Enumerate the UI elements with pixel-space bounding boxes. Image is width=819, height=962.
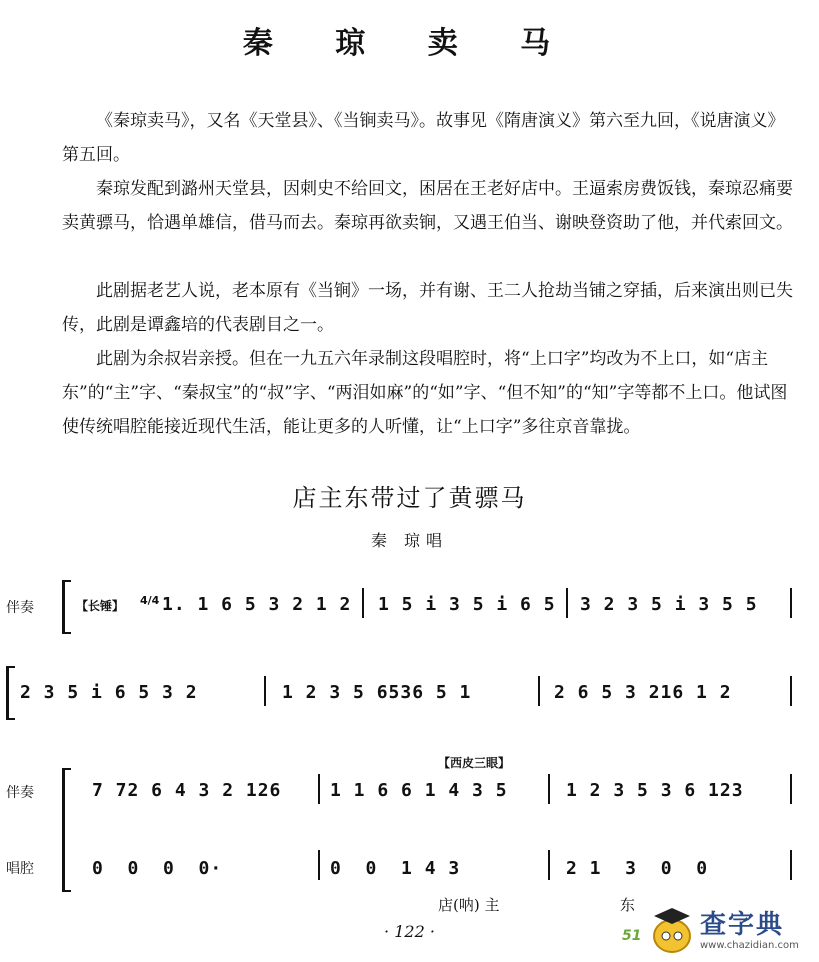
- intro-paragraph-4: 此剧为余叔岩亲授。但在一九五六年录制这段唱腔时，将“上口字”均改为不上口，如“店主东”的“主”字、“秦叔宝”的“叔”字、“两泪如麻”的“如”字、“但不知”的“知”字等都不上口。他试图使传统唱腔能接近现代生活，能让更多的人听懂，让“上口字”多往京音靠拢。: [62, 349, 788, 437]
- xipi-mark: 【西皮三眼】: [438, 756, 511, 770]
- page-title: 秦 琼 卖 马: [242, 26, 577, 61]
- song-title: 店主东带过了黄骠马: [292, 484, 527, 512]
- line2-measure-3: 2 6 5 3 216 1 2: [554, 682, 732, 703]
- line2-measure-1: 2 3 5 i 6 5 3 2: [20, 682, 198, 703]
- mascot-icon: [648, 904, 696, 954]
- intro-paragraph-3: 此剧据老艺人说，老本原有《当锏》一场，并有谢、王二人抢劫当铺之穿插，后来演出则已失传，此剧是谭鑫培的代表剧目之一。: [62, 281, 793, 335]
- line3-accomp-measure-2: 1 1 6 6 1 4 3 5: [330, 780, 508, 801]
- barline: [790, 588, 792, 618]
- barline: [790, 850, 792, 880]
- barline: [790, 774, 792, 804]
- accompaniment-label: 伴奏: [6, 600, 34, 616]
- system-bracket: [62, 768, 71, 892]
- page-number: · 122 ·: [384, 922, 435, 941]
- barline: [548, 850, 550, 880]
- line2-measure-2: 1 2 3 5 6536 5 1: [282, 682, 472, 703]
- lyric-text: 东: [620, 896, 636, 914]
- line1-measure-1: 1. 1 6 5 3 2 1 2: [162, 594, 352, 615]
- watermark-prefix: 51: [622, 928, 642, 944]
- lyric-text: 店(呐) 主: [438, 896, 500, 914]
- system-bracket: [6, 666, 15, 720]
- line3-accomp-measure-1: 7 72 6 4 3 2 126: [92, 780, 282, 801]
- intro-paragraph-2: 秦琼发配到潞州天堂县，因刺史不给回文，困居在王老好店中。王逼索房费饭钱，秦琼忍痛要卖黄骠马，恰遇单雄信，借马而去。秦琼再欲卖锏，又遇王伯当、谢映登资助了他，并代索回文。: [62, 179, 793, 233]
- barline: [548, 774, 550, 804]
- song-singer: 秦 琼唱: [370, 531, 449, 550]
- watermark-logo: 查字典: [700, 910, 785, 940]
- changchui-mark: 【长锤】: [76, 599, 125, 613]
- line3-vocal-measure-2: 0 0 1 4 3: [330, 858, 461, 879]
- vocal-label: 唱腔: [6, 861, 34, 877]
- line3-vocal-measure-1: 0 0 0 0·: [92, 858, 223, 879]
- line1-measure-2: 1 5 i 3 5 i 6 5: [378, 594, 556, 615]
- barline: [538, 676, 540, 706]
- barline: [790, 676, 792, 706]
- barline: [318, 850, 320, 880]
- intro-paragraph-1: 《秦琼卖马》，又名《天堂县》、《当锏卖马》。故事见《隋唐演义》第六至九回，《说唐演义》第五回。: [62, 111, 785, 165]
- barline: [566, 588, 568, 618]
- barline: [362, 588, 364, 618]
- barline: [264, 676, 266, 706]
- line1-measure-3: 3 2 3 5 i 3 5 5: [580, 594, 758, 615]
- line3-vocal-measure-3: 2 1 3 0 0: [566, 858, 709, 879]
- accompaniment-label: 伴奏: [6, 785, 34, 801]
- watermark-url: www.chazidian.com: [700, 940, 799, 951]
- system-bracket: [62, 580, 71, 634]
- barline: [318, 774, 320, 804]
- time-signature: 4/4: [140, 594, 160, 607]
- line3-accomp-measure-3: 1 2 3 5 3 6 123: [566, 780, 744, 801]
